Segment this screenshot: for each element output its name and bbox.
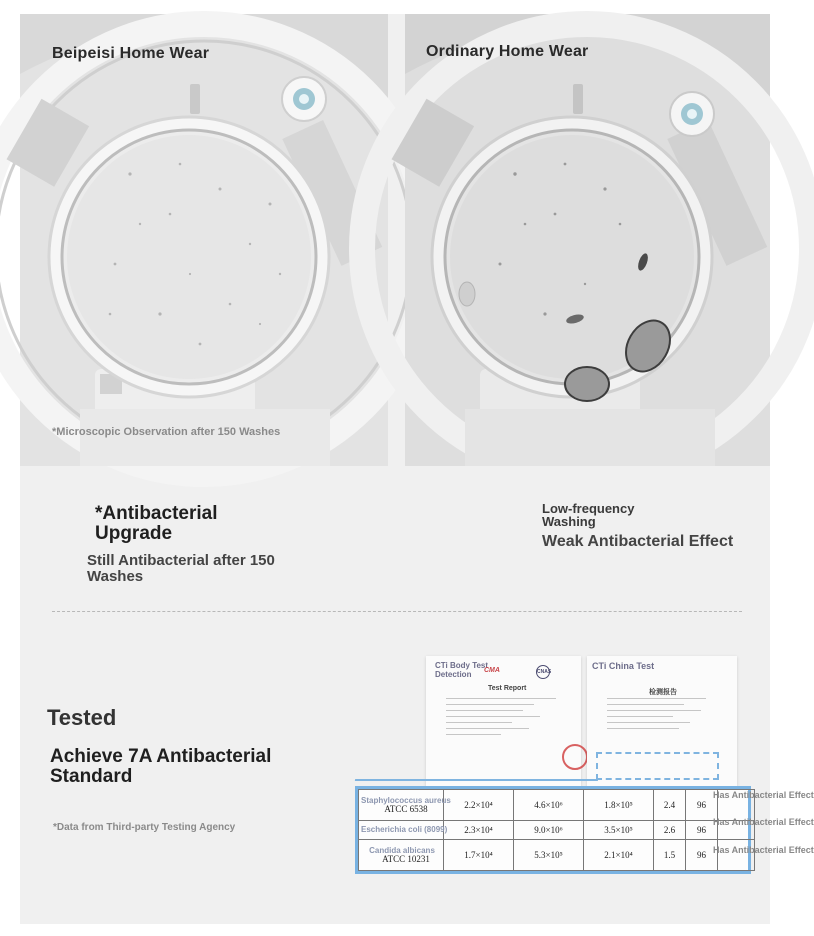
zoom-connector-line (355, 779, 598, 781)
weak-effect-label: Weak Antibacterial Effect (542, 533, 734, 550)
test-report-document (426, 656, 581, 786)
inhibition-rate: 96 (686, 821, 718, 839)
document-header: CTi China Test (592, 661, 655, 671)
count-sample: 2.1×10⁴ (584, 839, 654, 870)
zoom-highlight-frame (596, 752, 719, 780)
microscope-illustration-left (20, 14, 388, 466)
strain-name: Escherichia coli (8099) (361, 825, 448, 835)
table-row (359, 790, 755, 821)
log-value: 2.4 (654, 790, 686, 821)
ordinary-microscope-panel (405, 14, 770, 466)
log-value: 1.5 (654, 839, 686, 870)
count-initial: 2.3×10⁴ (444, 821, 514, 839)
ordinary-panel-title: Ordinary Home Wear (426, 43, 589, 60)
red-seal-stamp (562, 744, 588, 770)
strain-cell (359, 790, 451, 821)
effect-label: Has Antibacterial Effect (713, 845, 814, 855)
count-control: 5.3×10⁵ (514, 839, 584, 870)
document-header: CTi Body Test Detection (435, 661, 489, 679)
inhibition-rate: 96 (686, 790, 718, 821)
log-value: 2.6 (654, 821, 686, 839)
table-row (359, 839, 755, 870)
strain-name: Candida albicans (369, 845, 435, 855)
antibacterial-standard-claim: Achieve 7A Antibacterial Standard (50, 746, 272, 787)
effect-label: Has Antibacterial Effect (713, 817, 814, 827)
document-title: Test Report (488, 685, 527, 692)
antibacterial-results-table (355, 786, 751, 874)
document-text-lines (446, 698, 556, 740)
strain-code: ATCC 10231 (382, 853, 430, 864)
count-initial: 1.7×10⁴ (444, 839, 514, 870)
effect-label: Has Antibacterial Effect (713, 790, 814, 800)
strain-cell (359, 821, 448, 839)
inhibition-rate: 96 (686, 839, 718, 870)
section-divider (52, 611, 742, 612)
cnas-badge-icon: CNAS (536, 665, 550, 679)
count-sample: 3.5×10⁵ (584, 821, 654, 839)
cma-logo: CMA (484, 667, 500, 674)
strain-cell (359, 839, 444, 870)
testing-source-note: *Data from Third-party Testing Agency (53, 822, 236, 833)
microscopic-observation-note: *Microscopic Observation after 150 Washes (52, 426, 281, 438)
table-row (359, 821, 755, 839)
microscope-illustration-right (405, 14, 770, 466)
beipeisi-panel-title: Beipeisi Home Wear (52, 45, 210, 62)
tested-heading: Tested (47, 705, 117, 730)
count-control: 9.0×10⁶ (514, 821, 584, 839)
still-antibacterial-subtitle: Still Antibacterial after 150 Washes (87, 552, 275, 585)
beipeisi-microscope-panel (20, 14, 388, 466)
strain-code: ATCC 6538 (384, 804, 428, 815)
document-text-lines (607, 698, 717, 734)
antibacterial-upgrade-title: *Antibacterial Upgrade (95, 503, 218, 544)
count-initial: 2.2×10⁴ (444, 790, 514, 821)
low-frequency-label: Low-frequency Washing (542, 501, 635, 529)
count-sample: 1.8×10⁵ (584, 790, 654, 821)
strain-name: Staphylococcus aureus (361, 796, 451, 806)
document-title: 检测报告 (649, 689, 677, 696)
count-control: 4.6×10⁶ (514, 790, 584, 821)
